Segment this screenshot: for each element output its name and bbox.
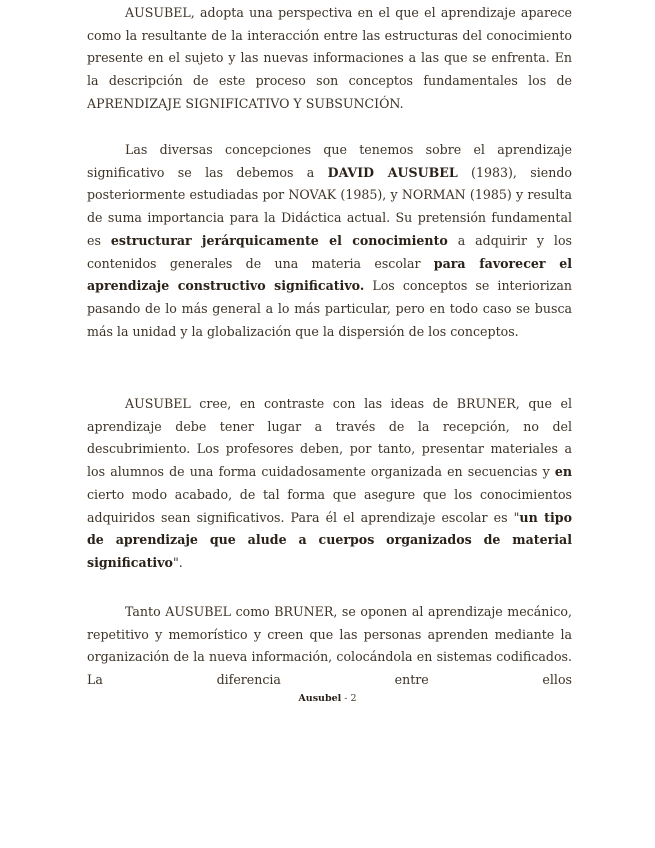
paragraph-2-bold-author: DAVID AUSUBEL — [327, 164, 458, 180]
paragraph-3-bold-quote: un tipo de aprendizaje que alude a cuerpos organizados de material significativo — [87, 509, 572, 570]
footer-page-number: 2 — [350, 693, 357, 704]
paragraph-4 — [87, 601, 572, 691]
paragraph-2-span-c: (1983), siendo posteriormente estudiadas por NOVAK (1985), y NORMAN (1985) y resulta de suma importancia para la Didáctica actual. Su pretensión fundamental es — [87, 164, 572, 248]
paragraph-1 — [87, 2, 572, 116]
paragraph-4-text: Tanto AUSUBEL como BRUNER, se oponen al aprendizaje mecánico, repetitivo y memorístico y creen que las personas aprenden mediante la organización de la nueva información, colocándola en sistemas codificados. La diferencia entre ellos — [87, 604, 572, 688]
paragraph-2 — [87, 139, 572, 343]
paragraph-2-span-a: Las diversas concepciones que tenemos sobre el aprendizaje significativo se las debemos a — [87, 142, 572, 180]
paragraph-3-span-d: ". — [172, 554, 183, 570]
paragraph-3 — [87, 393, 572, 575]
paragraph-2-text — [87, 139, 572, 343]
paragraph-3-span-a: AUSUBEL cree, en contraste con las ideas de BRUNER, que el aprendizaje debe tener lugar a través de la recepción, no del descubrimiento. Los profesores deben, por tanto, presentar materiales a los alumnos de una forma cuidadosamente organizada en secuencias y — [87, 396, 572, 480]
paragraph-3-text — [87, 393, 572, 575]
paragraph-2-span-d: a adquirir y los contenidos generales de una materia escolar — [87, 232, 572, 271]
paragraph-2-bold-purpose: para favorecer el aprendizaje constructivo significativo. — [87, 255, 572, 294]
footer-title: Ausubel — [298, 693, 342, 704]
paragraph-3-bold-en: en — [554, 464, 572, 480]
paragraph-2-span-e: Los conceptos se interiorizan pasando de lo más general a lo más particular, pero en todo caso se busca más la unidad y la globalización que la dispersión de los conceptos. — [87, 278, 573, 339]
page-footer — [0, 693, 655, 704]
footer-separator: - — [341, 693, 351, 704]
paragraph-3-span-c: cierto modo acabado, de tal forma que asegure que los conocimientos adquiridos sean significativos. Para él el aprendizaje escolar es " — [87, 486, 572, 525]
paragraph-1-text: AUSUBEL, adopta una perspectiva en el que el aprendizaje aparece como la resultante de la interacción entre las estructuras del conocimiento presente en el sujeto y las nuevas informaciones a las que se enfrenta. En la descripción de este proceso son conceptos fundamentales los de APRENDIZAJE SIGNIFICATIVO Y SUBSUNCIÓN. — [87, 5, 572, 111]
paragraph-2-bold-structure: estructurar jerárquicamente el conocimiento — [110, 232, 448, 248]
